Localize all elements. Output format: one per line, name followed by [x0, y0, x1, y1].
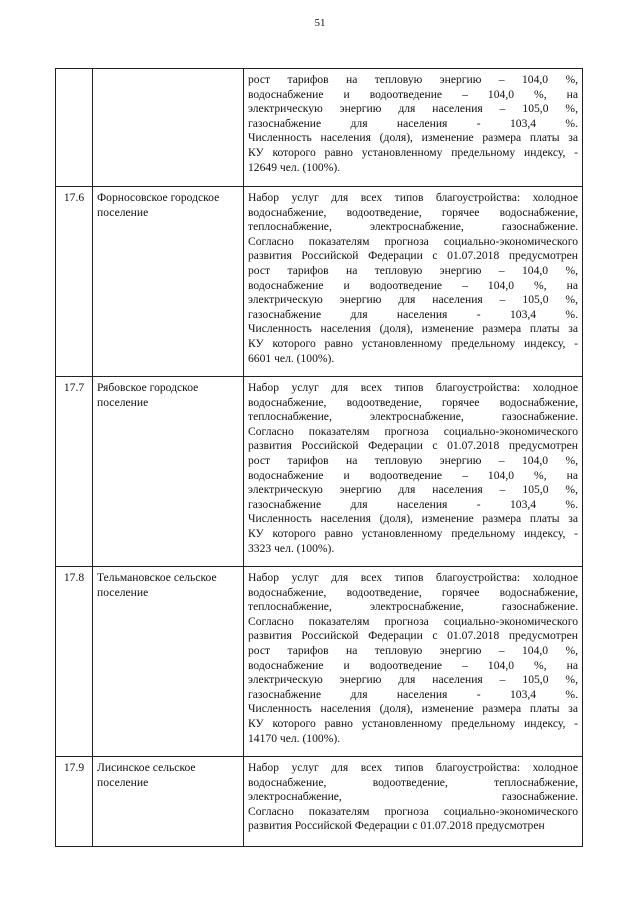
description-line: Набор услуг для всех типов благоустройства: холодное	[248, 571, 578, 584]
description-line: Согласно показателям прогноза социально-экономического	[248, 424, 578, 438]
description-line: электрическую энергию для населения – 105,0 %,	[248, 102, 578, 116]
description-line: теплоснабжение, электроснабжение, газоснабжение.	[248, 600, 578, 614]
description-line: КУ которого равно установленному предельному индексу, -	[248, 716, 578, 730]
description-line: Согласно показателям прогноза социально-экономического	[248, 234, 578, 248]
description-line: КУ которого равно установленному предельному индексу, -	[248, 526, 578, 540]
description-line: развития Российской Федерации с 01.07.2018 предусмотрен	[248, 629, 578, 643]
settlement-name: Рябовское городское поселение	[93, 377, 244, 567]
description-line: теплоснабжение, электроснабжение, газоснабжение.	[248, 410, 578, 424]
description-line: развития Российской Федерации с 01.07.2018 предусмотрен	[248, 439, 578, 453]
description-line: развития Российской Федерации с 01.07.2018 предусмотрен	[248, 819, 545, 833]
table-row	[56, 187, 583, 377]
tariff-table	[55, 68, 583, 847]
table-row	[56, 567, 583, 757]
description-line: водоснабжение и водоотведение – 104,0 %, на	[248, 278, 578, 292]
table-row	[56, 757, 583, 847]
description-line: электрическую энергию для населения – 105,0 %,	[248, 673, 578, 687]
row-number: 17.7	[56, 377, 93, 567]
settlement-name: Форносовское городское поселение	[93, 187, 244, 377]
settlement-name	[93, 69, 244, 187]
description-line: КУ которого равно установленному предельному индексу, -	[248, 336, 578, 350]
description-line: КУ которого равно установленному предельному индексу, -	[248, 145, 578, 159]
description-line: газоснабжение для населения - 103,4 %.	[248, 307, 578, 321]
description-line: 14170 чел. (100%).	[248, 731, 341, 745]
page-number: 51	[314, 17, 326, 29]
description-line: Набор услуг для всех типов благоустройства: холодное	[248, 381, 578, 394]
description-line: Численность населения (доля), изменение размера платы за	[248, 322, 578, 336]
description-line: водоснабжение, водоотведение, горячее водоснабжение,	[248, 585, 578, 599]
description-line: Численность населения (доля), изменение размера платы за	[248, 131, 578, 145]
description-line: 6601 чел. (100%).	[248, 351, 335, 365]
description-line: водоснабжение и водоотведение – 104,0 %, на	[248, 468, 578, 482]
description-line: электрическую энергию для населения – 105,0 %,	[248, 293, 578, 307]
service-description	[244, 187, 583, 377]
description-line: газоснабжение для населения - 103,4 %.	[248, 497, 578, 511]
description-line: газоснабжение для населения - 103,4 %.	[248, 116, 578, 130]
description-line: Набор услуг для всех типов благоустройства: холодное	[248, 191, 578, 204]
description-line: водоснабжение и водоотведение – 104,0 %, на	[248, 87, 578, 101]
settlement-name: Лисинское сельское поселение	[93, 757, 244, 847]
description-line: водоснабжение и водоотведение – 104,0 %, на	[248, 658, 578, 672]
description-line: рост тарифов на тепловую энергию – 104,0 %,	[248, 643, 578, 657]
description-line: электрическую энергию для населения – 105,0 %,	[248, 483, 578, 497]
description-line: Численность населения (доля), изменение размера платы за	[248, 702, 578, 716]
settlement-name: Тельмановское сельское поселение	[93, 567, 244, 757]
service-description	[244, 69, 583, 187]
description-line: водоснабжение, водоотведение, горячее водоснабжение,	[248, 395, 578, 409]
row-number: 17.6	[56, 187, 93, 377]
description-line: рост тарифов на тепловую энергию – 104,0 %,	[248, 73, 578, 86]
description-line: газоснабжение для населения - 103,4 %.	[248, 687, 578, 701]
description-line: теплоснабжение, электроснабжение, газоснабжение.	[248, 220, 578, 234]
row-number	[56, 69, 93, 187]
description-line: электроснабжение, газоснабжение.	[248, 790, 578, 804]
description-line: Набор услуг для всех типов благоустройства: холодное	[248, 761, 578, 774]
description-line: рост тарифов на тепловую энергию – 104,0 %,	[248, 453, 578, 467]
description-line: развития Российской Федерации с 01.07.2018 предусмотрен	[248, 249, 578, 263]
row-number: 17.8	[56, 567, 93, 757]
description-line: 12649 чел. (100%).	[248, 160, 341, 174]
table-body	[56, 69, 583, 847]
table-row	[56, 69, 583, 187]
row-number: 17.9	[56, 757, 93, 847]
description-line: 3323 чел. (100%).	[248, 541, 335, 555]
description-line: Согласно показателям прогноза социально-экономического	[248, 614, 578, 628]
description-line: водоснабжение, водоотведение, теплоснабжение,	[248, 775, 578, 789]
description-line: Численность населения (доля), изменение размера платы за	[248, 512, 578, 526]
description-line: водоснабжение, водоотведение, горячее водоснабжение,	[248, 205, 578, 219]
service-description	[244, 567, 583, 757]
table-row	[56, 377, 583, 567]
service-description	[244, 757, 583, 847]
description-line: рост тарифов на тепловую энергию – 104,0 %,	[248, 263, 578, 277]
service-description	[244, 377, 583, 567]
description-line: Согласно показателям прогноза социально-экономического	[248, 804, 578, 818]
